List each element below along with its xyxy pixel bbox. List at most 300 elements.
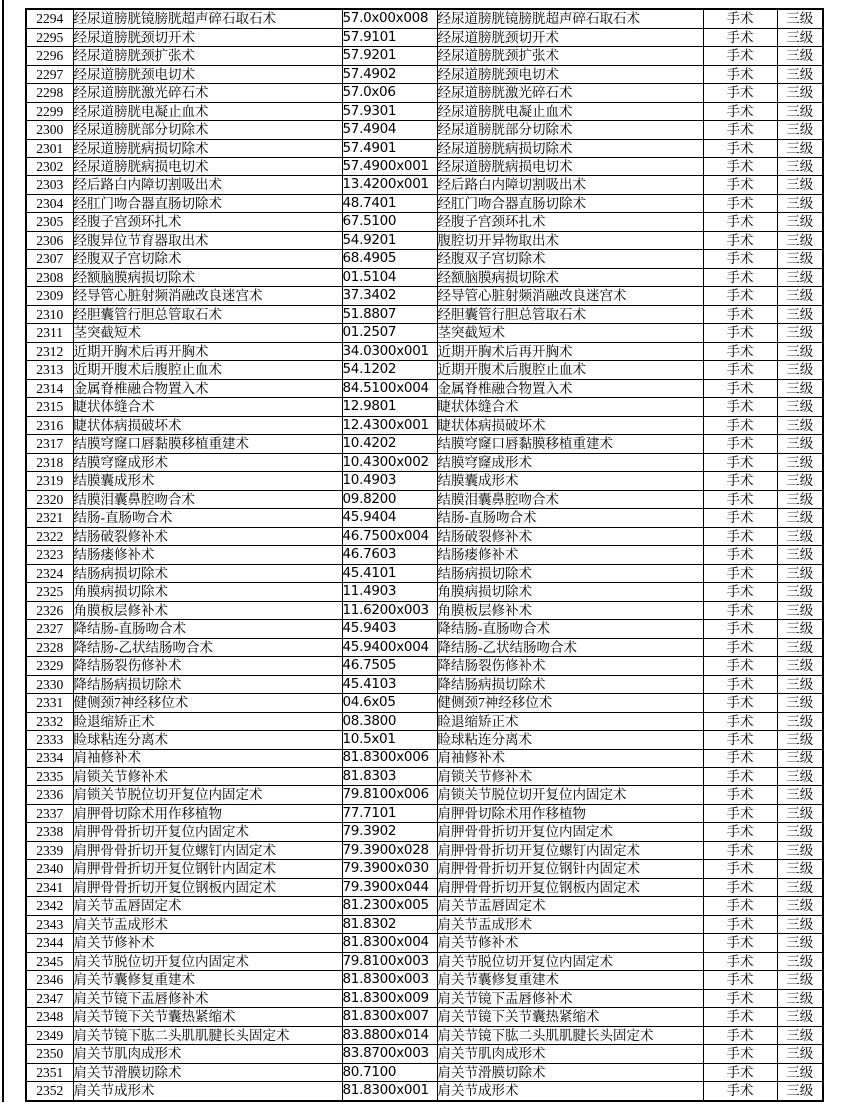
category-cell: 手术 <box>703 416 777 434</box>
procedure-code-cell: 79.8100x006 <box>342 786 437 804</box>
category-cell: 手术 <box>703 213 777 231</box>
row-number-cell: 2303 <box>26 176 73 194</box>
procedure-name-secondary-cell: 睫状体缝合术 <box>437 398 703 416</box>
row-number-cell: 2331 <box>26 694 73 712</box>
table-row <box>26 804 823 822</box>
level-cell: 三级 <box>777 9 823 28</box>
table-row <box>26 564 823 582</box>
category-cell: 手术 <box>703 1008 777 1026</box>
row-number-cell: 2297 <box>26 65 73 83</box>
level-cell: 三级 <box>777 176 823 194</box>
level-cell: 三级 <box>777 1045 823 1063</box>
procedure-code-cell: 34.0300x001 <box>342 342 437 360</box>
row-number-cell: 2350 <box>26 1045 73 1063</box>
procedure-name-cell: 睫状体缝合术 <box>73 398 342 416</box>
table-row <box>26 213 823 231</box>
procedure-code-cell: 79.3900x030 <box>342 860 437 878</box>
table-row <box>26 731 823 749</box>
table-row <box>26 65 823 83</box>
category-cell: 手术 <box>703 250 777 268</box>
procedure-name-cell: 经肛门吻合器直肠切除术 <box>73 194 342 212</box>
level-cell: 三级 <box>777 398 823 416</box>
level-cell: 三级 <box>777 158 823 176</box>
procedure-code-cell: 81.2300x005 <box>342 897 437 915</box>
procedure-name-cell: 肩关节肌肉成形术 <box>73 1045 342 1063</box>
procedure-name-secondary-cell: 腹腔切开异物取出术 <box>437 231 703 249</box>
procedure-name-cell: 睑球粘连分离术 <box>73 731 342 749</box>
procedure-name-cell: 茎突截短术 <box>73 324 342 342</box>
level-cell: 三级 <box>777 472 823 490</box>
level-cell: 三级 <box>777 694 823 712</box>
procedure-name-secondary-cell: 经肛门吻合器直肠切除术 <box>437 194 703 212</box>
procedure-code-cell: 81.8300x007 <box>342 1008 437 1026</box>
procedure-name-cell: 经导管心脏射频消融改良迷宫术 <box>73 287 342 305</box>
procedure-name-secondary-cell: 经腹双子宫切除术 <box>437 250 703 268</box>
table-row <box>26 28 823 46</box>
table-row <box>26 897 823 915</box>
row-number-cell: 2302 <box>26 158 73 176</box>
procedure-name-secondary-cell: 结肠-直肠吻合术 <box>437 509 703 527</box>
table-row <box>26 472 823 490</box>
level-cell: 三级 <box>777 860 823 878</box>
procedure-name-cell: 经额脑膜病损切除术 <box>73 268 342 286</box>
table-row <box>26 84 823 102</box>
row-number-cell: 2345 <box>26 952 73 970</box>
procedure-name-secondary-cell: 肩胛骨切除术用作移植物 <box>437 804 703 822</box>
category-cell: 手术 <box>703 139 777 157</box>
row-number-cell: 2324 <box>26 564 73 582</box>
procedure-code-cell: 81.8300x001 <box>342 1082 437 1101</box>
table-row <box>26 342 823 360</box>
procedure-name-cell: 角膜病损切除术 <box>73 583 342 601</box>
procedure-code-cell: 45.9403 <box>342 620 437 638</box>
category-cell: 手术 <box>703 398 777 416</box>
procedure-name-cell: 肩胛骨骨折切开复位钢针内固定术 <box>73 860 342 878</box>
procedure-code-cell: 10.4202 <box>342 435 437 453</box>
procedure-code-cell: 83.8700x003 <box>342 1045 437 1063</box>
table-row <box>26 915 823 933</box>
row-number-cell: 2295 <box>26 28 73 46</box>
table-row <box>26 139 823 157</box>
procedure-name-cell: 肩关节镜下关节囊热紧缩术 <box>73 1008 342 1026</box>
category-cell: 手术 <box>703 971 777 989</box>
row-number-cell: 2305 <box>26 213 73 231</box>
procedure-name-secondary-cell: 角膜病损切除术 <box>437 583 703 601</box>
row-number-cell: 2299 <box>26 102 73 120</box>
level-cell: 三级 <box>777 952 823 970</box>
procedure-code-cell: 81.8300x009 <box>342 989 437 1007</box>
table-row <box>26 546 823 564</box>
table-row <box>26 121 823 139</box>
procedure-name-secondary-cell: 结膜穹窿口唇黏膜移植重建术 <box>437 435 703 453</box>
row-number-cell: 2332 <box>26 712 73 730</box>
row-number-cell: 2326 <box>26 601 73 619</box>
row-number-cell: 2339 <box>26 841 73 859</box>
row-number-cell: 2300 <box>26 121 73 139</box>
table-row <box>26 1045 823 1063</box>
level-cell: 三级 <box>777 675 823 693</box>
level-cell: 三级 <box>777 65 823 83</box>
level-cell: 三级 <box>777 823 823 841</box>
level-cell: 三级 <box>777 416 823 434</box>
procedure-name-secondary-cell: 经尿道膀胱激光碎石术 <box>437 84 703 102</box>
procedure-code-cell: 12.9801 <box>342 398 437 416</box>
procedure-code-cell: 54.9201 <box>342 231 437 249</box>
table-row <box>26 749 823 767</box>
procedure-name-secondary-cell: 肩关节镜下关节囊热紧缩术 <box>437 1008 703 1026</box>
procedure-classification-table <box>25 8 824 1102</box>
row-number-cell: 2343 <box>26 915 73 933</box>
category-cell: 手术 <box>703 952 777 970</box>
level-cell: 三级 <box>777 361 823 379</box>
row-number-cell: 2340 <box>26 860 73 878</box>
procedure-name-cell: 结膜穹窿口唇黏膜移植重建术 <box>73 435 342 453</box>
table-row <box>26 361 823 379</box>
table-row <box>26 509 823 527</box>
level-cell: 三级 <box>777 121 823 139</box>
procedure-code-cell: 81.8303 <box>342 767 437 785</box>
level-cell: 三级 <box>777 509 823 527</box>
level-cell: 三级 <box>777 268 823 286</box>
procedure-name-cell: 经尿道膀胱激光碎石术 <box>73 84 342 102</box>
category-cell: 手术 <box>703 176 777 194</box>
table-row <box>26 1026 823 1044</box>
level-cell: 三级 <box>777 84 823 102</box>
procedure-code-cell: 83.8800x014 <box>342 1026 437 1044</box>
procedure-name-secondary-cell: 经尿道膀胱病损切除术 <box>437 139 703 157</box>
procedure-name-secondary-cell: 肩关节盂唇固定术 <box>437 897 703 915</box>
procedure-code-cell: 79.3900x044 <box>342 878 437 896</box>
procedure-name-cell: 肩胛骨骨折切开复位内固定术 <box>73 823 342 841</box>
procedure-name-cell: 结肠-直肠吻合术 <box>73 509 342 527</box>
table-row <box>26 176 823 194</box>
procedure-code-cell: 81.8300x006 <box>342 749 437 767</box>
category-cell: 手术 <box>703 84 777 102</box>
row-number-cell: 2336 <box>26 786 73 804</box>
procedure-code-cell: 57.4904 <box>342 121 437 139</box>
table-row <box>26 268 823 286</box>
procedure-code-cell: 45.4103 <box>342 675 437 693</box>
procedure-name-secondary-cell: 健侧颈7神经移位术 <box>437 694 703 712</box>
procedure-name-secondary-cell: 肩关节囊修复重建术 <box>437 971 703 989</box>
procedure-name-cell: 经尿道膀胱颈扩张术 <box>73 47 342 65</box>
category-cell: 手术 <box>703 786 777 804</box>
table-row <box>26 453 823 471</box>
level-cell: 三级 <box>777 786 823 804</box>
row-number-cell: 2342 <box>26 897 73 915</box>
row-number-cell: 2306 <box>26 231 73 249</box>
procedure-name-cell: 结肠破裂修补术 <box>73 527 342 545</box>
row-number-cell: 2314 <box>26 379 73 397</box>
procedure-code-cell: 46.7500x004 <box>342 527 437 545</box>
table-row <box>26 786 823 804</box>
table-row <box>26 767 823 785</box>
level-cell: 三级 <box>777 638 823 656</box>
category-cell: 手术 <box>703 305 777 323</box>
procedure-code-cell: 04.6x05 <box>342 694 437 712</box>
category-cell: 手术 <box>703 194 777 212</box>
row-number-cell: 2311 <box>26 324 73 342</box>
procedure-code-cell: 57.0x06 <box>342 84 437 102</box>
procedure-name-cell: 经尿道膀胱部分切除术 <box>73 121 342 139</box>
table-row <box>26 841 823 859</box>
procedure-name-cell: 经尿道膀胱颈切开术 <box>73 28 342 46</box>
category-cell: 手术 <box>703 102 777 120</box>
row-number-cell: 2328 <box>26 638 73 656</box>
procedure-code-cell: 57.4901 <box>342 139 437 157</box>
procedure-name-secondary-cell: 经尿道膀胱镜膀胱超声碎石取石术 <box>437 9 703 28</box>
level-cell: 三级 <box>777 583 823 601</box>
category-cell: 手术 <box>703 638 777 656</box>
table-row <box>26 527 823 545</box>
procedure-name-secondary-cell: 经尿道膀胱部分切除术 <box>437 121 703 139</box>
row-number-cell: 2329 <box>26 657 73 675</box>
table-row <box>26 324 823 342</box>
procedure-name-secondary-cell: 肩关节修补术 <box>437 934 703 952</box>
procedure-code-cell: 51.8807 <box>342 305 437 323</box>
procedure-name-cell: 经尿道膀胱颈电切术 <box>73 65 342 83</box>
cropped-left-column-border <box>2 0 4 1102</box>
level-cell: 三级 <box>777 915 823 933</box>
procedure-name-cell: 肩锁关节脱位切开复位内固定术 <box>73 786 342 804</box>
level-cell: 三级 <box>777 102 823 120</box>
procedure-code-cell: 67.5100 <box>342 213 437 231</box>
level-cell: 三级 <box>777 1063 823 1081</box>
procedure-name-secondary-cell: 结膜泪囊鼻腔吻合术 <box>437 490 703 508</box>
procedure-code-cell: 13.4200x001 <box>342 176 437 194</box>
level-cell: 三级 <box>777 527 823 545</box>
procedure-name-cell: 肩关节成形术 <box>73 1082 342 1101</box>
procedure-name-secondary-cell: 肩锁关节脱位切开复位内固定术 <box>437 786 703 804</box>
procedure-code-cell: 46.7603 <box>342 546 437 564</box>
row-number-cell: 2317 <box>26 435 73 453</box>
level-cell: 三级 <box>777 47 823 65</box>
table-row <box>26 823 823 841</box>
table-row <box>26 638 823 656</box>
procedure-name-secondary-cell: 肩胛骨骨折切开复位螺钉内固定术 <box>437 841 703 859</box>
procedure-code-cell: 11.4903 <box>342 583 437 601</box>
procedure-name-cell: 经后路白内障切割吸出术 <box>73 176 342 194</box>
procedure-code-cell: 45.4101 <box>342 564 437 582</box>
procedure-name-secondary-cell: 结膜穹窿成形术 <box>437 453 703 471</box>
category-cell: 手术 <box>703 231 777 249</box>
table-row <box>26 250 823 268</box>
procedure-name-secondary-cell: 经尿道膀胱颈扩张术 <box>437 47 703 65</box>
category-cell: 手术 <box>703 435 777 453</box>
category-cell: 手术 <box>703 379 777 397</box>
procedure-name-cell: 肩袖修补术 <box>73 749 342 767</box>
row-number-cell: 2335 <box>26 767 73 785</box>
procedure-name-secondary-cell: 降结肠病损切除术 <box>437 675 703 693</box>
level-cell: 三级 <box>777 379 823 397</box>
category-cell: 手术 <box>703 657 777 675</box>
procedure-name-secondary-cell: 角膜板层修补术 <box>437 601 703 619</box>
procedure-code-cell: 45.9404 <box>342 509 437 527</box>
procedure-name-secondary-cell: 经后路白内障切割吸出术 <box>437 176 703 194</box>
procedure-name-secondary-cell: 肩袖修补术 <box>437 749 703 767</box>
level-cell: 三级 <box>777 601 823 619</box>
level-cell: 三级 <box>777 231 823 249</box>
category-cell: 手术 <box>703 804 777 822</box>
level-cell: 三级 <box>777 620 823 638</box>
level-cell: 三级 <box>777 324 823 342</box>
procedure-code-cell: 79.8100x003 <box>342 952 437 970</box>
procedure-name-cell: 经腹异位节育器取出术 <box>73 231 342 249</box>
procedure-code-cell: 79.3900x028 <box>342 841 437 859</box>
procedure-name-cell: 肩关节修补术 <box>73 934 342 952</box>
level-cell: 三级 <box>777 878 823 896</box>
table-row <box>26 675 823 693</box>
table-row <box>26 712 823 730</box>
procedure-name-secondary-cell: 结膜囊成形术 <box>437 472 703 490</box>
procedure-name-cell: 肩关节盂唇固定术 <box>73 897 342 915</box>
procedure-name-cell: 肩关节囊修复重建术 <box>73 971 342 989</box>
level-cell: 三级 <box>777 749 823 767</box>
category-cell: 手术 <box>703 1082 777 1101</box>
procedure-name-secondary-cell: 肩胛骨骨折切开复位内固定术 <box>437 823 703 841</box>
procedure-name-secondary-cell: 肩关节镜下肱二头肌肌腱长头固定术 <box>437 1026 703 1044</box>
procedure-name-cell: 肩锁关节修补术 <box>73 767 342 785</box>
category-cell: 手术 <box>703 841 777 859</box>
table-row <box>26 657 823 675</box>
procedure-name-cell: 近期开腹术后腹腔止血术 <box>73 361 342 379</box>
level-cell: 三级 <box>777 194 823 212</box>
procedure-name-cell: 近期开胸术后再开胸术 <box>73 342 342 360</box>
procedure-name-secondary-cell: 肩关节镜下盂唇修补术 <box>437 989 703 1007</box>
procedure-name-cell: 降结肠裂伤修补术 <box>73 657 342 675</box>
category-cell: 手术 <box>703 934 777 952</box>
procedure-code-cell: 01.2507 <box>342 324 437 342</box>
row-number-cell: 2321 <box>26 509 73 527</box>
row-number-cell: 2338 <box>26 823 73 841</box>
procedure-name-secondary-cell: 经导管心脏射频消融改良迷宫术 <box>437 287 703 305</box>
procedure-name-cell: 降结肠-直肠吻合术 <box>73 620 342 638</box>
table-body <box>26 9 823 1101</box>
category-cell: 手术 <box>703 9 777 28</box>
procedure-name-secondary-cell: 睑球粘连分离术 <box>437 731 703 749</box>
category-cell: 手术 <box>703 121 777 139</box>
row-number-cell: 2301 <box>26 139 73 157</box>
procedure-code-cell: 48.7401 <box>342 194 437 212</box>
table-row <box>26 305 823 323</box>
procedure-name-secondary-cell: 睑退缩矫正术 <box>437 712 703 730</box>
row-number-cell: 2310 <box>26 305 73 323</box>
table-row <box>26 194 823 212</box>
row-number-cell: 2318 <box>26 453 73 471</box>
level-cell: 三级 <box>777 453 823 471</box>
procedure-name-cell: 肩关节脱位切开复位内固定术 <box>73 952 342 970</box>
procedure-name-secondary-cell: 经尿道膀胱颈切开术 <box>437 28 703 46</box>
category-cell: 手术 <box>703 1026 777 1044</box>
table-row <box>26 878 823 896</box>
category-cell: 手术 <box>703 989 777 1007</box>
procedure-name-secondary-cell: 肩锁关节修补术 <box>437 767 703 785</box>
procedure-code-cell: 79.3902 <box>342 823 437 841</box>
table-row <box>26 490 823 508</box>
category-cell: 手术 <box>703 509 777 527</box>
row-number-cell: 2325 <box>26 583 73 601</box>
procedure-code-cell: 81.8302 <box>342 915 437 933</box>
procedure-name-secondary-cell: 经尿道膀胱电凝止血术 <box>437 102 703 120</box>
procedure-code-cell: 57.9201 <box>342 47 437 65</box>
procedure-name-cell: 金属脊椎融合物置入术 <box>73 379 342 397</box>
procedure-name-cell: 肩关节镜下肱二头肌肌腱长头固定术 <box>73 1026 342 1044</box>
procedure-name-cell: 肩关节镜下盂唇修补术 <box>73 989 342 1007</box>
procedure-code-cell: 80.7100 <box>342 1063 437 1081</box>
procedure-code-cell: 10.5x01 <box>342 731 437 749</box>
procedure-name-cell: 结肠病损切除术 <box>73 564 342 582</box>
table-row <box>26 971 823 989</box>
procedure-name-secondary-cell: 结肠瘘修补术 <box>437 546 703 564</box>
procedure-code-cell: 10.4903 <box>342 472 437 490</box>
procedure-name-cell: 经胆囊管行胆总管取石术 <box>73 305 342 323</box>
row-number-cell: 2307 <box>26 250 73 268</box>
level-cell: 三级 <box>777 213 823 231</box>
row-number-cell: 2316 <box>26 416 73 434</box>
row-number-cell: 2351 <box>26 1063 73 1081</box>
procedure-code-cell: 54.1202 <box>342 361 437 379</box>
category-cell: 手术 <box>703 823 777 841</box>
procedure-name-secondary-cell: 睫状体病损破坏术 <box>437 416 703 434</box>
table-row <box>26 287 823 305</box>
table-row <box>26 860 823 878</box>
level-cell: 三级 <box>777 712 823 730</box>
row-number-cell: 2327 <box>26 620 73 638</box>
procedure-code-cell: 57.9301 <box>342 102 437 120</box>
level-cell: 三级 <box>777 657 823 675</box>
level-cell: 三级 <box>777 435 823 453</box>
level-cell: 三级 <box>777 804 823 822</box>
category-cell: 手术 <box>703 915 777 933</box>
level-cell: 三级 <box>777 841 823 859</box>
level-cell: 三级 <box>777 767 823 785</box>
level-cell: 三级 <box>777 139 823 157</box>
table-row <box>26 1082 823 1101</box>
row-number-cell: 2344 <box>26 934 73 952</box>
table-row <box>26 601 823 619</box>
table-row <box>26 620 823 638</box>
row-number-cell: 2349 <box>26 1026 73 1044</box>
level-cell: 三级 <box>777 287 823 305</box>
procedure-code-cell: 81.8300x004 <box>342 934 437 952</box>
procedure-name-cell: 经尿道膀胱镜膀胱超声碎石取石术 <box>73 9 342 28</box>
procedure-name-cell: 睫状体病损破坏术 <box>73 416 342 434</box>
category-cell: 手术 <box>703 1045 777 1063</box>
category-cell: 手术 <box>703 731 777 749</box>
level-cell: 三级 <box>777 1008 823 1026</box>
category-cell: 手术 <box>703 324 777 342</box>
procedure-code-cell: 08.3800 <box>342 712 437 730</box>
category-cell: 手术 <box>703 453 777 471</box>
row-number-cell: 2315 <box>26 398 73 416</box>
table-row <box>26 1063 823 1081</box>
procedure-name-secondary-cell: 降结肠裂伤修补术 <box>437 657 703 675</box>
table-row <box>26 9 823 28</box>
row-number-cell: 2304 <box>26 194 73 212</box>
category-cell: 手术 <box>703 527 777 545</box>
procedure-name-cell: 经尿道膀胱病损电切术 <box>73 158 342 176</box>
row-number-cell: 2352 <box>26 1082 73 1101</box>
category-cell: 手术 <box>703 546 777 564</box>
procedure-code-cell: 46.7505 <box>342 657 437 675</box>
procedure-name-cell: 肩胛骨骨折切开复位螺钉内固定术 <box>73 841 342 859</box>
procedure-code-cell: 84.5100x004 <box>342 379 437 397</box>
procedure-name-secondary-cell: 肩关节肌肉成形术 <box>437 1045 703 1063</box>
table-row <box>26 47 823 65</box>
procedure-name-cell: 结膜泪囊鼻腔吻合术 <box>73 490 342 508</box>
procedure-code-cell: 57.4902 <box>342 65 437 83</box>
procedure-code-cell: 68.4905 <box>342 250 437 268</box>
